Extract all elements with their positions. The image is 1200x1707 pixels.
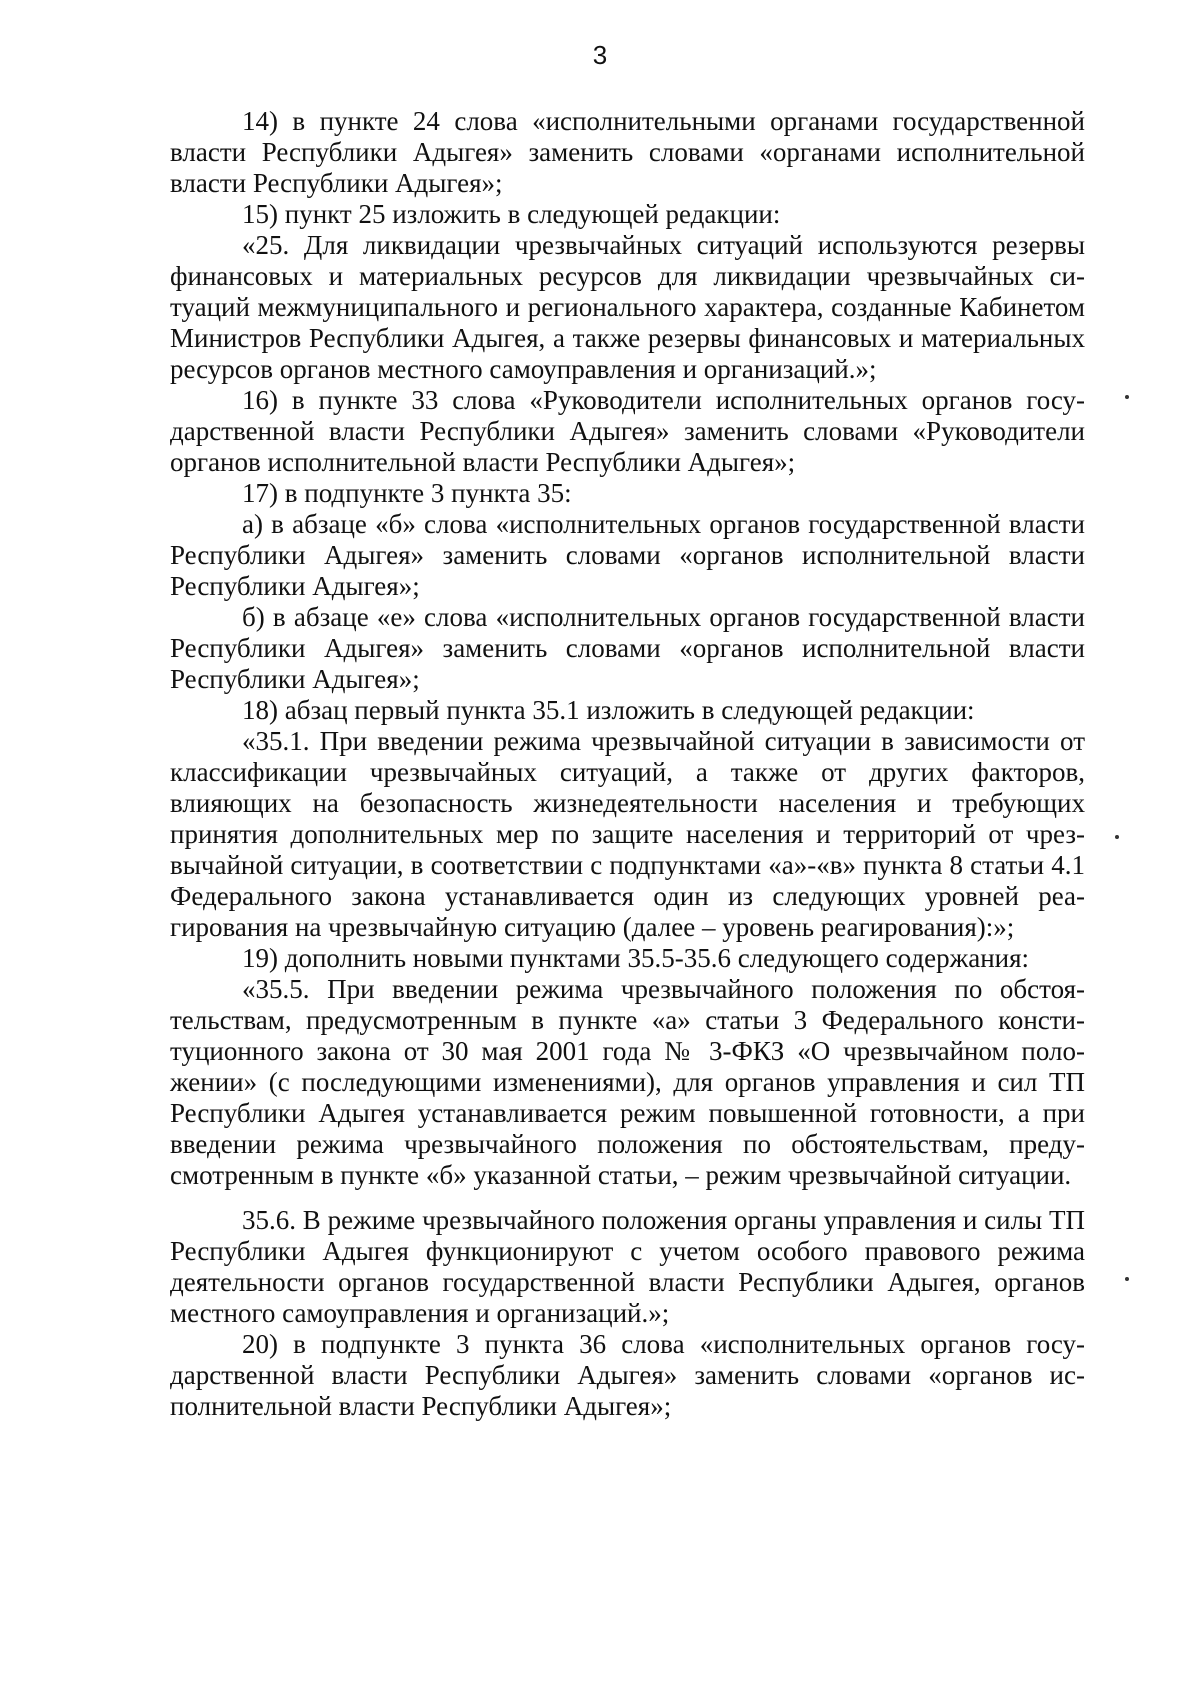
page-number: 3 (592, 40, 608, 70)
scan-speck (1125, 395, 1129, 399)
paragraph-point-35-5-text: «35.5. При введении режима чрезвычайного положения по обстоятельствам, предусмотренным в пункте «а» статьи 3 Федерального конституционного закона от 30 мая 2001 года № 3-ФКЗ «О чрезвычайном положении» (с последующими изменениями), для органов управления и сил ТП Республики Адыгея устанавливается режим повышенной готовности, а при введении режима чрезвычайного положения по обстоятельствам, предусмотренным в пункте «б» указанной статьи, – режим чрезвычайной ситуации. (170, 974, 1085, 1190)
paragraph-point-25-text: «25. Для ликвидации чрезвычайных ситуаций используются резервы финансовых и материальных ресурсов для ликвидации чрезвычайных ситуаций межмуниципального и регионального характера, созданные Кабинетом Министров Республики Адыгея, а также резервы финансовых и материальных ресурсов органов местного самоуправления и организаций.»; (170, 230, 1085, 384)
paragraph-item-16: 16) в пункте 33 слова «Руководители исполнительных органов государственной власти Республики Адыгея» заменить словами «Руководители органов исполнительной власти Республики Адыгея»; (170, 385, 1085, 477)
paragraph-item-20: 20) в подпункте 3 пункта 36 слова «исполнительных органов государственной власти Республики Адыгея» заменить словами «органов исполнительной власти Республики Адыгея»; (170, 1329, 1085, 1421)
paragraph-item-14: 14) в пункте 24 слова «исполнительными органами государственной власти Республики Адыгея» заменить словами «органами исполнительной власти Республики Адыгея»; (170, 106, 1085, 198)
scan-speck (1115, 835, 1119, 839)
paragraph-item-17b: б) в абзаце «е» слова «исполнительных органов государственной власти Республики Адыгея» заменить словами «органов исполнительной власти Республики Адыгея»; (170, 602, 1085, 694)
scan-speck (1125, 1277, 1129, 1281)
paragraph-point-35-6-text: 35.6. В режиме чрезвычайного положения органы управления и силы ТП Республики Адыгея функционируют с учетом особого правового режима деятельности органов государственной власти Республики Адыгея, органов местного самоуправления и организаций.»; (170, 1205, 1085, 1328)
paragraph-item-17a: а) в абзаце «б» слова «исполнительных органов государственной власти Республики Адыгея» заменить словами «органов исполнительной власти Республики Адыгея»; (170, 509, 1085, 601)
document-body (170, 106, 1085, 1422)
paragraph-item-18: 18) абзац первый пункта 35.1 изложить в следующей редакции: (242, 695, 975, 725)
paragraph-item-15: 15) пункт 25 изложить в следующей редакции: (242, 199, 781, 229)
paragraph-point-35-1-text: «35.1. При введении режима чрезвычайной ситуации в зависимости от классификации чрезвычайных ситуаций, а также от других факторов, влияющих на безопасность жизнедеятельности населения и требующих принятия дополнительных мер по защите населения и территорий от чрезвычайной ситуации, в соответствии с подпунктами «а»-«в» пункта 8 статьи 4.1 Федерального закона устанавливается один из следующих уровней реагирования на чрезвычайную ситуацию (далее – уровень реагирования):»; (170, 726, 1085, 942)
paragraph-item-19: 19) дополнить новыми пунктами 35.5-35.6 следующего содержания: (242, 943, 1030, 973)
paragraph-item-17: 17) в подпункте 3 пункта 35: (242, 478, 572, 508)
